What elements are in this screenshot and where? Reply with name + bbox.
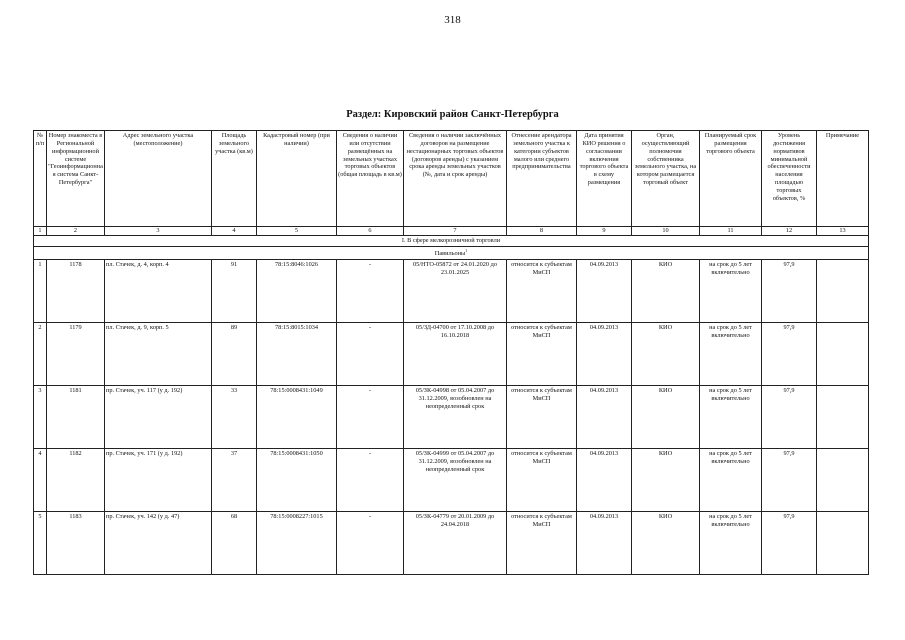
col-header: Адрес земельного участка (местоположение)	[105, 131, 212, 227]
owner-body: КИО	[632, 448, 700, 511]
footnote-marker: 1	[465, 248, 468, 253]
col-number: 8	[507, 227, 577, 236]
table-row	[34, 385, 869, 448]
row-number: 4	[34, 448, 47, 511]
subsection-label: Павильоны	[434, 250, 466, 258]
col-header: № п/п	[34, 131, 47, 227]
smb-category: относится к субъектам МиСП	[507, 259, 577, 322]
remark	[817, 385, 869, 448]
cadastral-number: 78:15:8015:1034	[257, 322, 337, 385]
col-header: Номер знакоместа в Региональной информационной системе "Геоинформационная система Санкт-Петербурга"	[47, 131, 105, 227]
contract-info: 05/ЗД-04700 от 17.10.2008 до 16.10.2018	[404, 322, 507, 385]
col-number: 13	[817, 227, 869, 236]
subsection-row	[34, 247, 869, 260]
plot-area: 33	[212, 385, 257, 448]
owner-body: КИО	[632, 259, 700, 322]
col-number: 9	[577, 227, 632, 236]
kio-decision-date: 04.09.2013	[577, 259, 632, 322]
column-number-row	[34, 227, 869, 236]
plot-area: 68	[212, 511, 257, 574]
provision-level: 97,9	[762, 448, 817, 511]
row-number: 5	[34, 511, 47, 574]
section-title: Раздел: Кировский район Санкт-Петербурга	[346, 109, 559, 120]
col-number: 7	[404, 227, 507, 236]
col-number: 5	[257, 227, 337, 236]
objects-info: -	[337, 511, 404, 574]
place-number: 1182	[47, 448, 105, 511]
page-number: 318	[444, 14, 461, 26]
contract-info: 05/ЗК-04999 от 05.04.2007 до 31.12.2009, возобновлен на неопределенный срок	[404, 448, 507, 511]
objects-info: -	[337, 448, 404, 511]
table-row	[34, 322, 869, 385]
row-number: 1	[34, 259, 47, 322]
table-row	[34, 259, 869, 322]
section-label: I. В сфере мелкорозничной торговли	[34, 236, 869, 247]
owner-body: КИО	[632, 511, 700, 574]
remark	[817, 511, 869, 574]
provision-level: 97,9	[762, 385, 817, 448]
kio-decision-date: 04.09.2013	[577, 385, 632, 448]
address: пл. Стачек, д. 4, корп. 4	[105, 259, 212, 322]
col-header: Планируемый срок размещения торгового объекта	[700, 131, 762, 227]
remark	[817, 259, 869, 322]
cadastral-number: 78:15:8046:1026	[257, 259, 337, 322]
table-row	[34, 511, 869, 574]
col-number: 6	[337, 227, 404, 236]
objects-info: -	[337, 322, 404, 385]
provision-level: 97,9	[762, 259, 817, 322]
col-header: Уровень достижения нормативов минимальной обеспеченности населения площадью торговых объектов, %	[762, 131, 817, 227]
smb-category: относится к субъектам МиСП	[507, 385, 577, 448]
contract-info: 05/НТО-05872 от 24.01.2020 до 23.01.2025	[404, 259, 507, 322]
col-header: Орган, осуществляющий полномочия собственника земельного участка, на котором размещается торговый объект	[632, 131, 700, 227]
address: пл. Стачек, д. 9, корп. 5	[105, 322, 212, 385]
col-number: 10	[632, 227, 700, 236]
objects-info: -	[337, 259, 404, 322]
provision-level: 97,9	[762, 511, 817, 574]
cadastral-number: 78:15:0008227:1015	[257, 511, 337, 574]
col-header: Кадастровый номер (при наличии)	[257, 131, 337, 227]
place-number: 1179	[47, 322, 105, 385]
contract-info: 05/ЗК-04998 от 05.04.2007 до 31.12.2009, возобновлен на неопределенный срок	[404, 385, 507, 448]
plot-area: 89	[212, 322, 257, 385]
col-number: 12	[762, 227, 817, 236]
col-header: Сведения о наличии или отсутствии размещённых на земельных участках торговых объектов (общая площадь в кв.м)	[337, 131, 404, 227]
placement-term: на срок до 5 лет включительно	[700, 322, 762, 385]
row-number: 3	[34, 385, 47, 448]
objects-info: -	[337, 385, 404, 448]
registry-table	[33, 130, 869, 575]
owner-body: КИО	[632, 385, 700, 448]
smb-category: относится к субъектам МиСП	[507, 448, 577, 511]
col-header: Площадь земельного участка (кв.м)	[212, 131, 257, 227]
contract-info: 05/ЗК-04779 от 20.01.2009 до 24.04.2018	[404, 511, 507, 574]
col-header: Дата принятия КИО решения о согласовании включения торгового объекта в схему размещения	[577, 131, 632, 227]
kio-decision-date: 04.09.2013	[577, 322, 632, 385]
cadastral-number: 78:15:0008431:1049	[257, 385, 337, 448]
owner-body: КИО	[632, 322, 700, 385]
row-number: 2	[34, 322, 47, 385]
place-number: 1183	[47, 511, 105, 574]
section-row	[34, 236, 869, 247]
col-number: 2	[47, 227, 105, 236]
col-number: 3	[105, 227, 212, 236]
header-row	[34, 131, 869, 227]
plot-area: 37	[212, 448, 257, 511]
subsection-cell	[34, 247, 869, 260]
address: пр. Стачек, уч. 117 (у д. 192)	[105, 385, 212, 448]
address: пр. Стачек, уч. 142 (у д. 47)	[105, 511, 212, 574]
smb-category: относится к субъектам МиСП	[507, 511, 577, 574]
placement-term: на срок до 5 лет включительно	[700, 259, 762, 322]
placement-term: на срок до 5 лет включительно	[700, 511, 762, 574]
placement-term: на срок до 5 лет включительно	[700, 448, 762, 511]
col-number: 4	[212, 227, 257, 236]
provision-level: 97,9	[762, 322, 817, 385]
smb-category: относится к субъектам МиСП	[507, 322, 577, 385]
plot-area: 91	[212, 259, 257, 322]
address: пр. Стачек, уч. 171 (у д. 192)	[105, 448, 212, 511]
kio-decision-date: 04.09.2013	[577, 448, 632, 511]
col-header: Отнесение арендатора земельного участка к категории субъектов малого или среднего предпринимательства	[507, 131, 577, 227]
col-header: Сведения о наличии заключённых договоров на размещение нестационарных торговых объектов (договоров аренды) с указанием срока аренды земельных участков (№, дата и срок аренды)	[404, 131, 507, 227]
table-row	[34, 448, 869, 511]
col-header: Примечание	[817, 131, 869, 227]
col-number: 11	[700, 227, 762, 236]
place-number: 1181	[47, 385, 105, 448]
remark	[817, 322, 869, 385]
remark	[817, 448, 869, 511]
cadastral-number: 78:15:0008431:1050	[257, 448, 337, 511]
col-number: 1	[34, 227, 47, 236]
kio-decision-date: 04.09.2013	[577, 511, 632, 574]
place-number: 1178	[47, 259, 105, 322]
placement-term: на срок до 5 лет включительно	[700, 385, 762, 448]
